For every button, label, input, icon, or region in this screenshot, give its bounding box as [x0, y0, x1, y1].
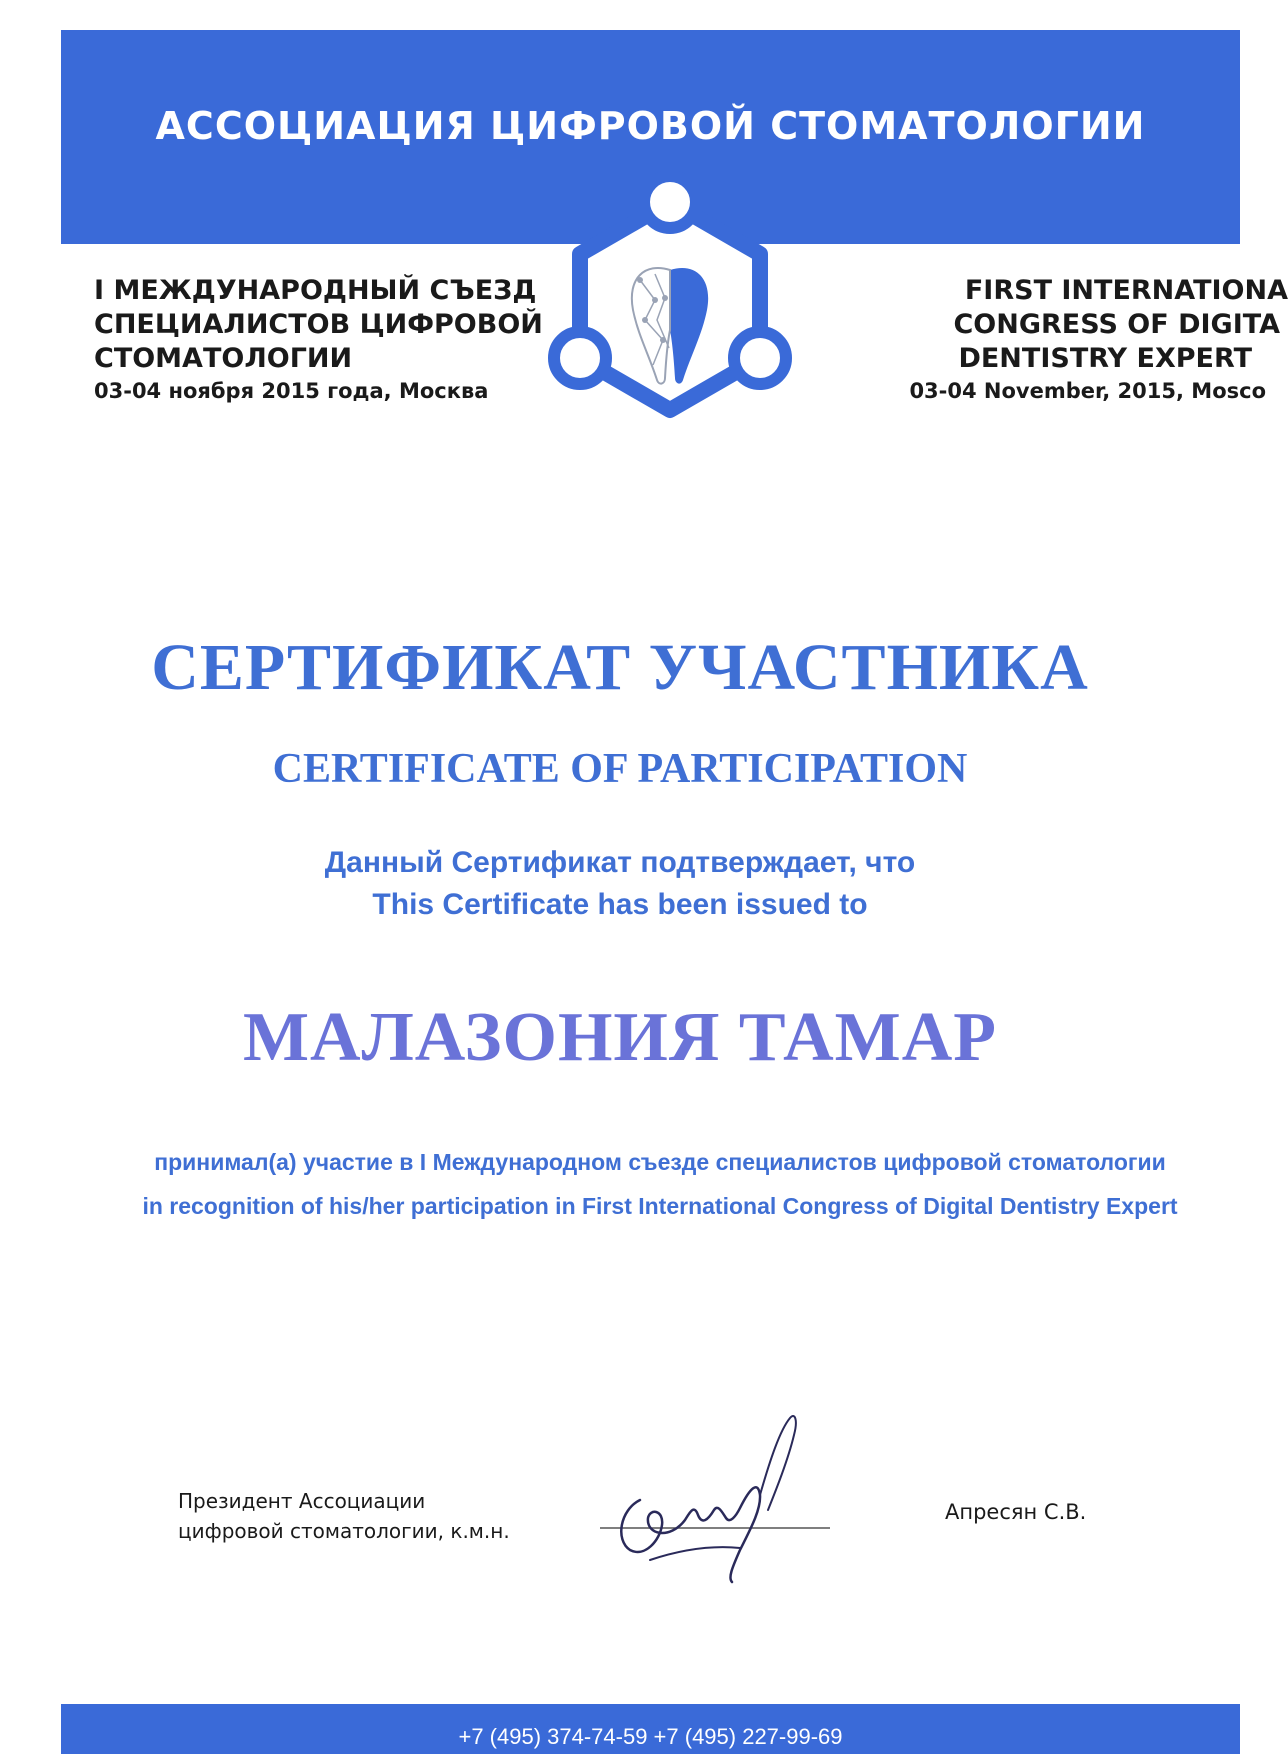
certificate-title-en: CERTIFICATE OF PARTICIPATION [272, 746, 968, 792]
footer-phones: +7 (495) 374-74-59 +7 (495) 227-99-69 [458, 1724, 843, 1749]
event-en-line1: FIRST INTERNATIONA [964, 275, 1288, 306]
event-info-en [800, 274, 1288, 406]
signatory-role-line2: цифровой стоматологии, к.м.н. [178, 1519, 510, 1543]
event-ru-line3: СТОМАТОЛОГИИ [94, 343, 353, 374]
participation-text [90, 1140, 1230, 1228]
participation-en: in recognition of his/her participation in First International Congress of Digital Dentistry Expert [142, 1193, 1178, 1219]
event-en-line2: CONGRESS OF DIGITA [953, 309, 1280, 340]
confirmation-text [0, 842, 1240, 926]
event-en-date: 03-04 November, 2015, Mosco [909, 379, 1266, 403]
participation-ru: принимал(а) участие в I Международном съезде специалистов цифровой стоматологии [154, 1149, 1166, 1175]
confirmation-en: This Certificate has been issued to [372, 888, 868, 921]
event-en-line3: DENTISTRY EXPERT [958, 343, 1252, 374]
handwritten-signature [590, 1400, 840, 1600]
recipient-name: МАЛАЗОНИЯ ТАМАР [242, 999, 998, 1076]
signatory-name: Апресян С.В. [945, 1500, 1087, 1524]
association-title: АССОЦИАЦИЯ ЦИФРОВОЙ СТОМАТОЛОГИИ [155, 104, 1146, 148]
event-ru-date: 03-04 ноября 2015 года, Москва [94, 379, 489, 403]
signatory-role [178, 1486, 578, 1546]
signatory-role-line1: Президент Ассоциации [178, 1489, 426, 1513]
event-ru-line1: I МЕЖДУНАРОДНЫЙ СЪЕЗД [94, 275, 537, 306]
confirmation-ru: Данный Сертификат подтверждает, что [324, 846, 916, 879]
event-info-ru [94, 274, 544, 406]
event-ru-line2: СПЕЦИАЛИСТОВ ЦИФРОВОЙ [94, 309, 543, 340]
hexagon-tooth-icon [545, 170, 795, 450]
certificate-title-ru: СЕРТИФИКАТ УЧАСТНИКА [151, 631, 1089, 704]
